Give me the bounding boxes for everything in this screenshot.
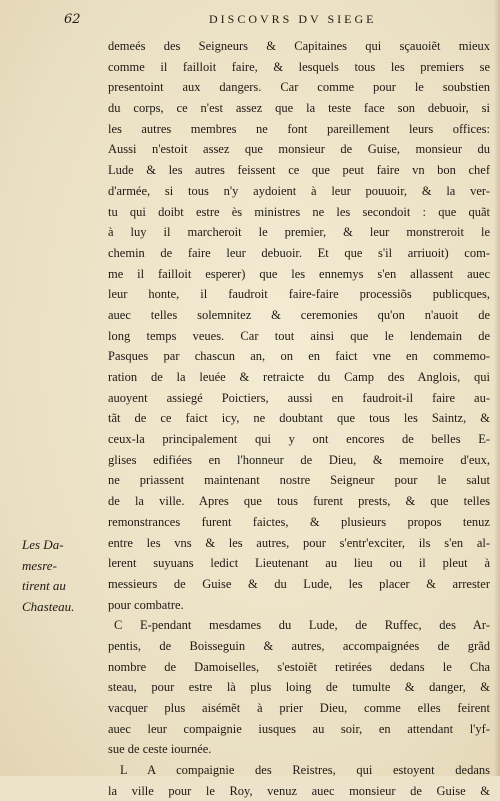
text-line: Aussi n'estoit assez que monsieur de Guise, monsieur du [108, 142, 490, 157]
text-line: lerent suyuans ledict Lieutenant au lieu ou il pleut à [108, 556, 490, 571]
marginal-note-line: tirent au [22, 578, 66, 594]
running-title: DISCOVRS DV SIEGE [209, 12, 377, 26]
text-line: de la ville. Apres que tous furent prests, & que telles [108, 494, 490, 509]
text-line: comme il failloit faire, & lesquels tous les premiers se [108, 59, 490, 74]
text-line: auec leur compaignie iusques au soir, en attendant l'yf- [108, 721, 490, 736]
text-line: nombre de Damoiselles, s'estoiẽt retirées dedans le Cha [108, 659, 490, 674]
text-line: auoyent assiegé Poictiers, aussi en faudroit-il faire au- [108, 390, 490, 405]
text-line: long temps veues. Car tout ainsi que le lendemain de [108, 328, 490, 343]
text-line: tãt de ce faict icy, ne doubtant que tous les Saintz, & [108, 411, 490, 426]
text-line: les autres membres ne font pareillement leurs offices: [108, 121, 490, 136]
text-line: C E-pendant mesdames du Lude, de Ruffec, des Ar- [114, 618, 490, 633]
text-line: tu qui doibt estre ès ministres ne les secondoit : que quãt [108, 204, 490, 219]
text-line: presentoint aux dangers. Car comme pour le soubstien [108, 80, 490, 95]
marginal-note-line: mesre- [22, 557, 57, 573]
text-line: demeés des Seigneurs & Capitaines qui sçauoiẽt mieux [108, 39, 490, 53]
text-line: pentis, de Boisseguin & autres, accompaignées de grãd [108, 638, 490, 653]
text-line: sue de ceste iournée. [108, 742, 212, 757]
text-line: L A compaignie des Reistres, qui estoyent dedans [120, 763, 490, 778]
text-line: Lude & les autres feissent ce que peut faire vn bon chef [108, 163, 490, 178]
text-line: ration de la leuée & retraicte du Camp des Anglois, qui [108, 370, 490, 384]
text-line: messieurs de Guise & du Lude, les placer & arrester [108, 576, 490, 591]
text-line: Pasques par chascun an, on en faict vne en commemo- [108, 349, 490, 364]
marginal-note [22, 535, 108, 618]
page-edge-shadow [494, 0, 500, 776]
text-line: ceux-la principalement qui y ont encores de belles E- [108, 432, 490, 447]
text-line: remonstrances furent faictes, & plusieurs propos tenuz [108, 514, 490, 529]
text-line: steau, pour estre là plus loing de tumulte & danger, & [108, 680, 490, 695]
body-text [108, 36, 490, 801]
page-number: 62 [64, 12, 81, 27]
text-line: entre les vns & les autres, pour s'entr'exciter, ils s'en al- [108, 535, 490, 550]
text-line: leur honte, il faudroit faire-faire processiõs publicques, [108, 287, 490, 302]
text-line: du corps, ce n'est assez que la teste face son debuoir, si [108, 101, 490, 116]
text-line: auec telles solemnitez & ceremonies qu'on n'auoit de [108, 307, 490, 322]
text-line: pour combatre. [108, 597, 184, 612]
marginal-note-line: Les Da- [22, 537, 64, 552]
text-line: glises edifiées en l'honneur de Dieu, & memoire d'eux, [108, 452, 490, 467]
text-line: la ville pour le Roy, venuz auec monsieur de Guise & [108, 783, 490, 798]
text-line: ne priassent maintenant nostre Seigneur pour le salut [108, 473, 490, 488]
marginal-note-line: Chasteau. [22, 599, 75, 615]
text-line: vacquer plus aisémẽt à prier Dieu, comme elles feirent [108, 701, 490, 715]
text-line: à luy il marcheroit le premier, & leur monstreroit le [108, 225, 490, 240]
text-line: chemin de faire leur debuoir. Et que s'il arriuoit) com- [108, 245, 490, 260]
text-line: d'armée, si tous n'y aydoient à leur pouuoir, & la ver- [108, 183, 490, 198]
text-line: me il failloit esperer) que les ennemys s'en allassent auec [108, 266, 490, 281]
running-head [64, 12, 484, 32]
